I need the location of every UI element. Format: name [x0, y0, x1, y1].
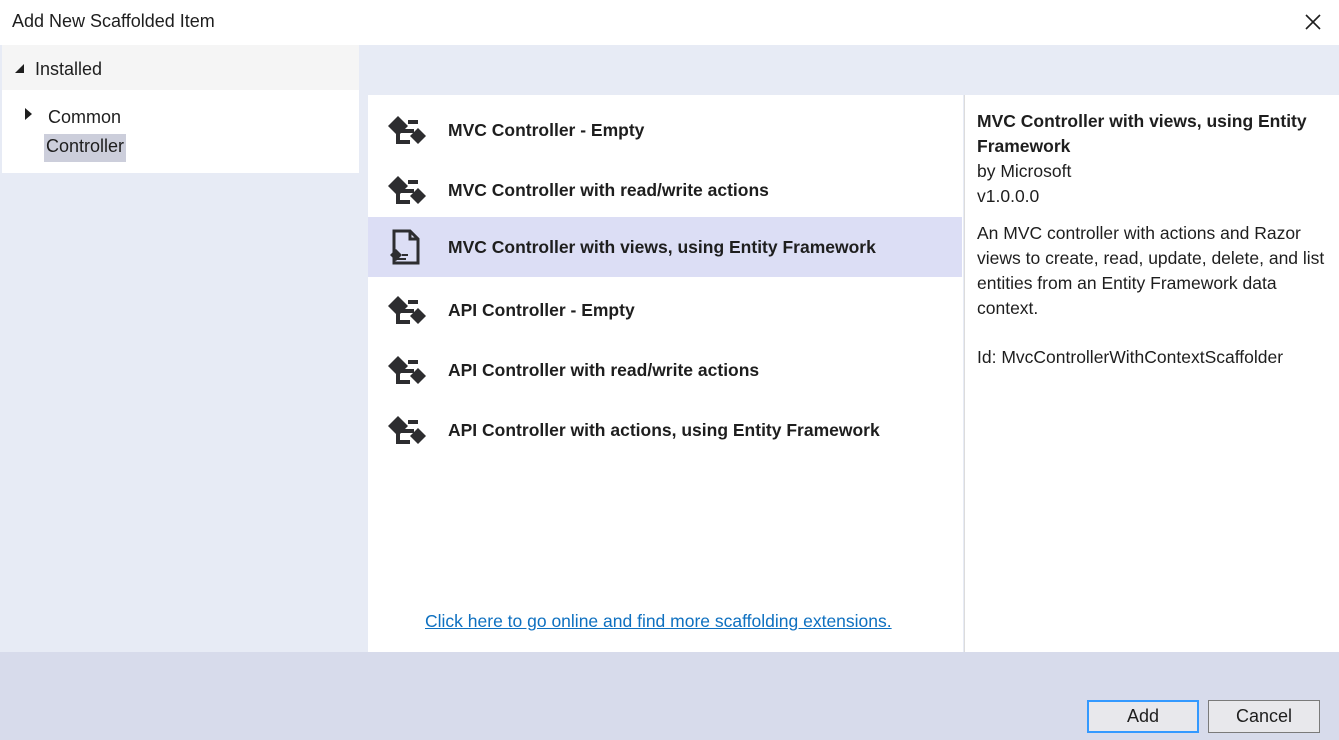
list-item[interactable]: [368, 280, 962, 340]
list-item-label: API Controller - Empty: [448, 300, 635, 320]
tree-root-installed[interactable]: [2, 45, 359, 90]
scaffolder-list: [368, 95, 963, 652]
list-item[interactable]: [368, 100, 962, 160]
tree-items: [2, 90, 359, 173]
collapse-arrow-icon[interactable]: [15, 64, 24, 73]
cancel-button[interactable]: Cancel: [1208, 700, 1320, 733]
list-item-label: API Controller with actions, using Entity Framework: [448, 420, 880, 440]
list-item[interactable]: [368, 160, 962, 220]
list-item-label: MVC Controller with views, using Entity Framework: [448, 237, 876, 257]
list-item-label: MVC Controller with read/write actions: [448, 180, 769, 200]
list-header-strip: [359, 45, 1339, 95]
add-button[interactable]: Add: [1087, 700, 1199, 733]
controller-icon: [384, 292, 428, 330]
close-icon: [1299, 8, 1327, 36]
controller-icon: [384, 412, 428, 450]
tree-item-controller[interactable]: Controller: [44, 134, 126, 162]
expand-arrow-icon[interactable]: [25, 108, 32, 120]
category-tree: [2, 45, 359, 652]
title-bar: [0, 0, 1339, 45]
list-item-selected[interactable]: [368, 217, 962, 277]
dialog-title: Add New Scaffolded Item: [12, 11, 215, 31]
controller-views-icon: [384, 229, 428, 267]
details-version: v1.0.0.0: [977, 186, 1040, 206]
close-button[interactable]: [1299, 8, 1327, 36]
list-item[interactable]: [368, 400, 962, 460]
details-panel: [964, 95, 1339, 652]
details-author: by Microsoft: [977, 161, 1072, 181]
list-item-label: API Controller with read/write actions: [448, 360, 760, 380]
controller-icon: [384, 352, 428, 390]
list-item[interactable]: [368, 340, 962, 400]
details-description: An MVC controller with actions and Razor views to create, read, update, delete, and list entities from an Entity Framework data context.: [977, 223, 1325, 318]
dialog-footer: [0, 652, 1339, 740]
tree-item-common[interactable]: Common: [48, 107, 122, 127]
details-id: Id: MvcControllerWithContextScaffolder: [977, 347, 1284, 367]
controller-icon: [384, 112, 428, 150]
tree-root-label: Installed: [35, 59, 103, 79]
controller-icon: [384, 172, 428, 210]
list-item-label: MVC Controller - Empty: [448, 120, 645, 140]
details-title: MVC Controller with views, using Entity Framework: [977, 111, 1307, 156]
online-extensions-link[interactable]: Click here to go online and find more scaffolding extensions.: [425, 611, 892, 631]
